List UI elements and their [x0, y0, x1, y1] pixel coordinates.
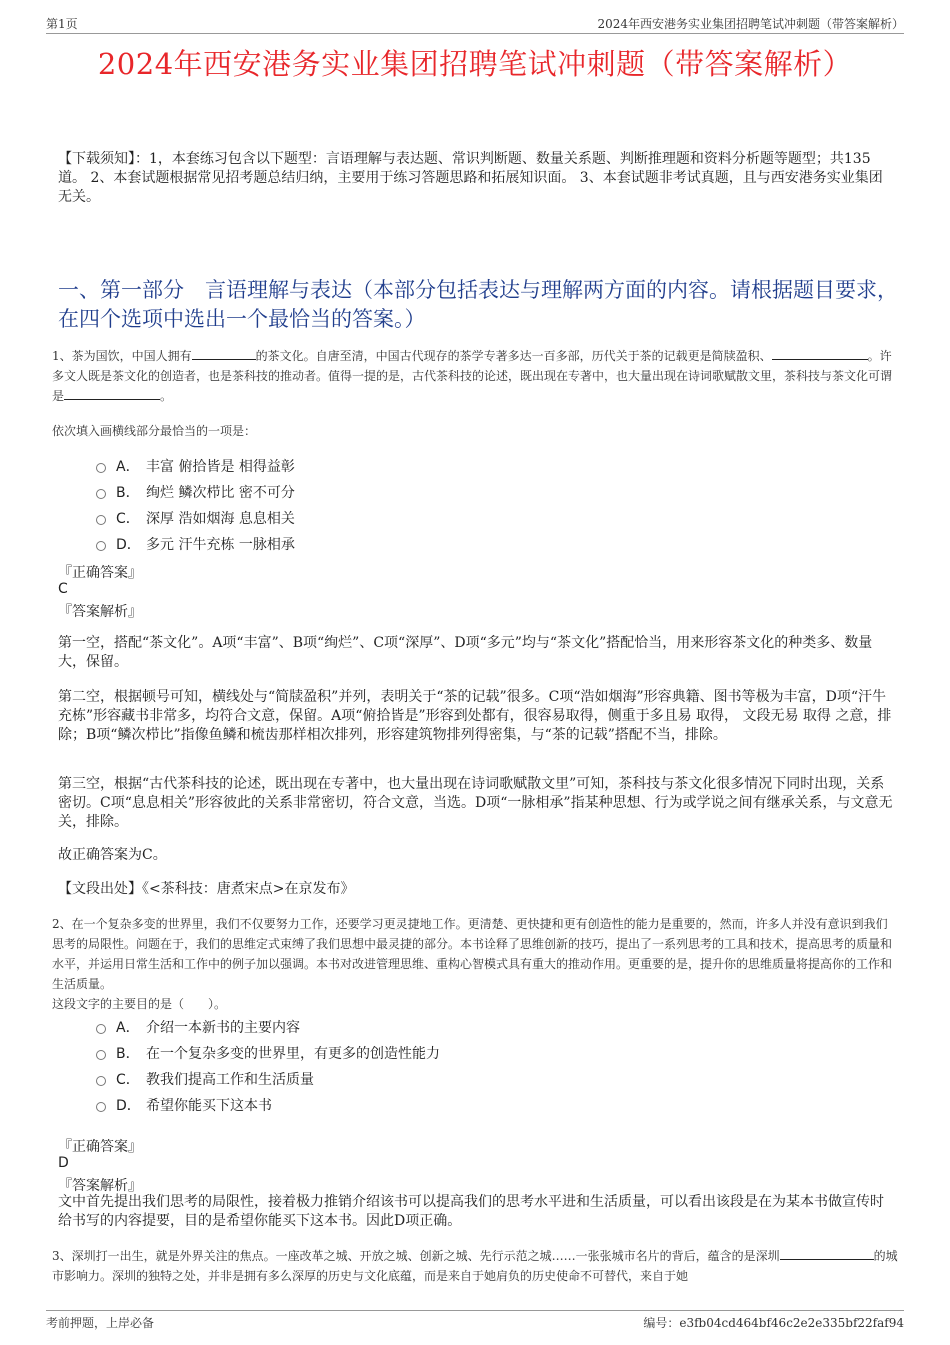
footer-slogan: 考前押题，上岸必备 [46, 1316, 155, 1330]
radio-icon[interactable] [96, 463, 106, 473]
analysis-paragraph: 第一空，搭配“茶文化”。A项“丰富”、B项“绚烂”、C项“深厚”、D项“多元”均与“茶文化”搭配恰当，用来形容茶文化的种类多、数量大，保留。 [58, 635, 873, 670]
question-2-prompt: 这段文字的主要目的是（ ）。 [52, 997, 227, 1011]
radio-icon[interactable] [96, 541, 106, 551]
radio-icon[interactable] [96, 1102, 106, 1112]
analysis-paragraph: 文中首先提出我们思考的局限性，接着极力推销介绍该书可以提高我们的思考水平进和生活质量，可以看出该段是在为某本书做宣传时给书写的内容提要，目的是希望你能买下这本书。因此D项正确。 [58, 1194, 884, 1229]
analysis-label: 『答案解析』 [58, 1178, 142, 1194]
option-c[interactable]: C． 深厚 浩如烟海 息息相关 [96, 505, 295, 531]
page-number: 第1页 [46, 17, 78, 31]
blank-line [192, 347, 256, 360]
download-notice: 【下载须知】：1，本套练习包含以下题型：言语理解与表达题、常识判断题、数量关系题、判断推理题和资料分析题等题型；共135道。 2、本套试题根据常见招考题总结归纳，主要用于练习答题思路和拓展知识面。 3、本套试题非考试真题，且与西安港务实业集团无关。 [58, 151, 883, 205]
analysis-conclusion: 故正确答案为C。 [58, 847, 167, 863]
question-1-options [96, 453, 295, 557]
option-a[interactable]: A． 丰富 俯拾皆是 相得益彰 [96, 453, 295, 479]
question-2-options [96, 1014, 440, 1118]
option-c[interactable]: C． 教我们提高工作和生活质量 [96, 1066, 440, 1092]
correct-answer-label: 『正确答案』 [58, 1139, 142, 1155]
radio-icon[interactable] [96, 1024, 106, 1034]
option-b[interactable]: B． 绚烂 鳞次栉比 密不可分 [96, 479, 295, 505]
analysis-paragraph: 第二空，根据顿号可知，横线处与“简牍盈积”并列，表明关于“茶的记载”很多。C项“浩如烟海”形容典籍、图书等极为丰富，D项“汗牛充栋”形容藏书非常多，均符合文意，保留。A项“俯拾皆是”形容到处都有，很容易取得，侧重于多且易 取得， 文段无易 取得 之意，排除；B项“鳞次栉比”指像鱼鳞和梳齿那样相次排列，形容建筑物排列得密集，与“茶的记载”搭配不当，排除。 [58, 689, 892, 743]
correct-answer: D [58, 1155, 69, 1171]
question-1-prompt: 依次填入画横线部分最恰当的一项是： [52, 424, 257, 438]
radio-icon[interactable] [96, 1050, 106, 1060]
running-header: 2024年西安港务实业集团招聘笔试冲刺题（带答案解析） [597, 17, 904, 31]
source-note: 【文段出处】《<茶科技：唐煮宋点>在京发布》 [58, 881, 355, 897]
radio-icon[interactable] [96, 515, 106, 525]
blank-line [780, 1247, 874, 1260]
option-b[interactable]: B． 在一个复杂多变的世界里，有更多的创造性能力 [96, 1040, 440, 1066]
analysis-paragraph: 第三空，根据“古代茶科技的论述，既出现在专著中，也大量出现在诗词歌赋散文里”可知，茶科技与茶文化很多情况下同时出现，关系密切。C项“息息相关”形容彼此的关系非常密切，符合文意，当选。D项“一脉相承”指某种思想、行为或学说之间有继承关系，与文意无关，排除。 [58, 776, 893, 830]
option-d[interactable]: D． 多元 汗牛充栋 一脉相承 [96, 531, 295, 557]
document-id: 编号：e3fb04cd464bf46c2e2e335bf22faf94 [643, 1316, 904, 1330]
blank-line [64, 387, 160, 400]
radio-icon[interactable] [96, 489, 106, 499]
section-heading: 一、第一部分 言语理解与表达（本部分包括表达与理解两方面的内容。请根据题目要求，在四个选项中选出一个最恰当的答案。） [58, 278, 898, 331]
option-a[interactable]: A． 介绍一本新书的主要内容 [96, 1014, 440, 1040]
header-rule [46, 33, 904, 34]
correct-answer-label: 『正确答案』 [58, 565, 142, 581]
option-d[interactable]: D． 希望你能买下这本书 [96, 1092, 440, 1118]
footer-rule [46, 1310, 904, 1311]
blank-line [772, 347, 868, 360]
radio-icon[interactable] [96, 1076, 106, 1086]
question-3-stem: 3、深圳打一出生，就是外界关注的焦点。一座改革之城、开放之城、创新之城、先行示范之城……一张张城市名片的背后，蕴含的是深圳 的城市影响力。深圳的独特之处，并非是拥有多么深厚的历史与文化底蕴，而是来自于她肩负的历史使命不可替代，来自于她 [52, 1249, 898, 1283]
question-2-stem: 2、在一个复杂多变的世界里，我们不仅要努力工作，还要学习更灵捷地工作。更清楚、更快捷和更有创造性的能力是重要的，然而，许多人并没有意识到我们思考的局限性。问题在于，我们的思维定式束缚了我们思想中最灵捷的部分。本书诠释了思维创新的技巧，提出了一系列思考的工具和技术，提高思考的质量和水平，并运用日常生活和工作中的例子加以强调。本书对改进管理思维、重构心智模式具有重大的推动作用。更重要的是，提升你的思维质量将提高你的工作和生活质量。 [52, 917, 893, 991]
correct-answer: C [58, 581, 68, 597]
analysis-label: 『答案解析』 [58, 604, 142, 620]
document-title: 2024年西安港务实业集团招聘笔试冲刺题（带答案解析） [97, 47, 853, 81]
question-1-stem: 1、茶为国饮，中国人拥有 的茶文化。自唐至清，中国古代现存的茶学专著多达一百多部，历代关于茶的记载更是简牍盈积、 。许多文人既是茶文化的创造者，也是茶科技的推动者。值得一提的是，古代茶科技的论述，既出现在专著中，也大量出现在诗词歌赋散文里，茶科技与茶文化可谓是 。 [52, 349, 893, 403]
